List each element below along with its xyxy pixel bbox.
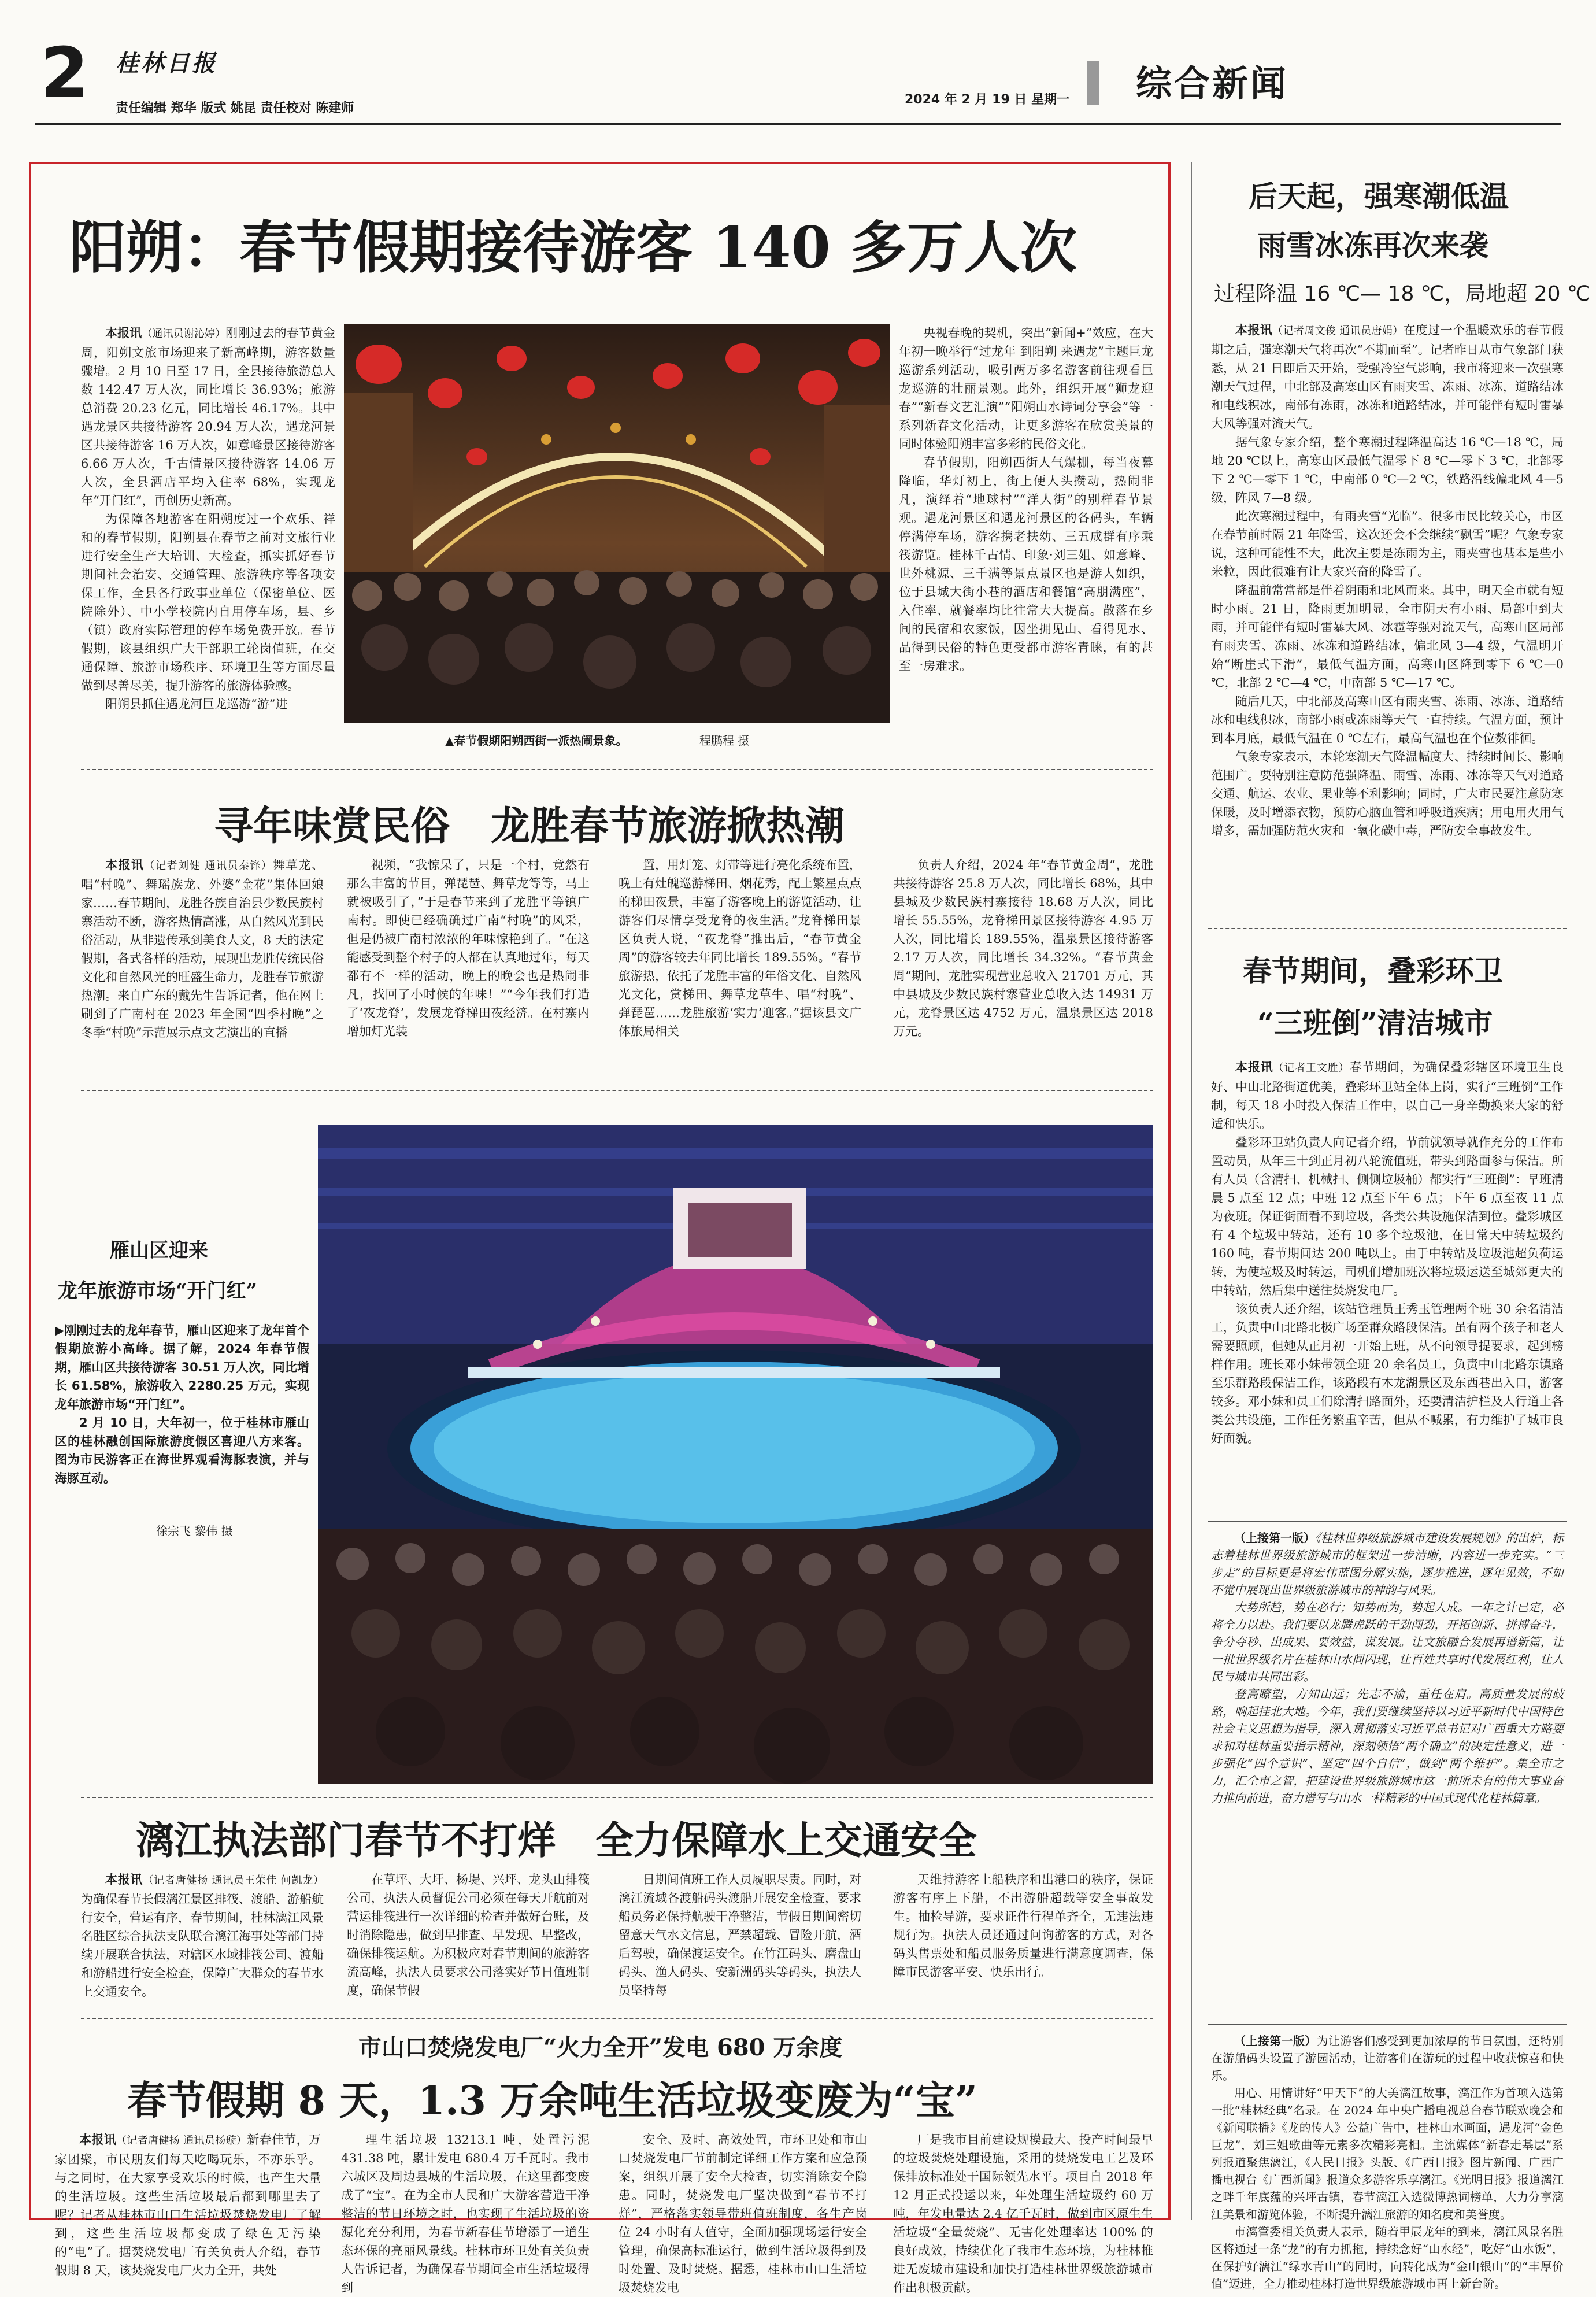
story4-column-3 [619,2130,867,2295]
right-story1-paragraph-6: 气象专家表示，本轮寒潮天气降温幅度大、持续时间长、影响范围广。要特别注意防范强降温、雨雪、冻雨、冰冻等天气对道路交通、航运、农业、果业等不利影响；同时，广大市民要注意防寒保暖，及时增添衣物，预防心脑血管和呼吸道疾病；用电用火用气增多，需加强防范火灾和一氧化碳中毒，严防安全事故发生。 [1211,750,1564,838]
right-story2-paragraph-2: 叠彩环卫站负责人向记者介绍，节前就领导就作充分的工作布置动员，从年三十到正月初八轮流值班，带头到路面参与保洁。所有人员（含清扫、机械扫、侧侧垃圾桶）都实行“三班倒”：早班清晨 5 点至 12 点；中班 12 点至下午 6 点；下午 6 点至夜 11 点为夜班。保证街面看不到垃圾，各类公共设施保洁到位。叠彩城区有 4 个垃圾中转站，还有 10 多个垃圾池，在日常天中转垃圾约 160 吨，春节期间达 200 吨以上。由于中转站及垃圾池超负荷运转，为使垃圾及时转运，司机们增加班次将垃圾运送至城郊更大的中转站，然后集中送往焚烧发电厂。 [1211,1135,1564,1297]
story3-column-2 [347,1870,590,2009]
lead-paragraph-4: 央视春晚的契机，突出“新闻+”效应，在大年初一晚举行“过龙年 到阳朔 来遇龙”主题巨龙巡游系列活动，吸引两万多名游客前往观看巨龙巡游的壮丽景观。此外，组织开展“狮龙迎春”“新春文艺汇演”“阳朔山水诗词分享会”等一系列新春文化活动，让更多游客在欣赏美景的同时体验阳朔丰富多彩的民俗文化。 [899,326,1153,451]
story2-text-1: 舞草龙、唱“村晚”、舞瑶族龙、外婆“金花”集体回娘家……春节期间，龙胜各族自治县少数民族村寨活动不断，游客热情高涨，从自然风光到民俗活动，从非遗传承到美食人文，8 天的法定假期，各式各样的活动，展现出龙胜传统民俗文化和自然风光的旺盛生命力，龙胜春节旅游热潮。来自广东的戴先生告诉记者，他在网上刷到了广南村在 2023 年全国“四季村晚”之冬季“村晚”示范展示点文艺演出的直播 [81,858,324,1040]
right-story1-byline: 本报讯 [1235,323,1273,337]
story3-text-3: 日期间值班工作人员履职尽责。同时，对漓江流域各渡船码头渡船开展安全检查，要求船员务必保持航驶干净整洁，节假日期间密切留意天气水文信息，严禁超载、冒险开航，酒后驾驶，确保渡运安全。在竹江码头、磨盘山码头、渔人码头、安新洲码头等码头，执法人员坚持每 [619,1873,861,1998]
page-number: 2 [40,34,89,114]
lead-paragraph-2: 为保障各地游客在阳朔度过一个欢乐、祥和的春节假期，阳朔县在春节之前对文旅行业进行安全生产大培训、大检查，抓实抓好春节期间社会治安、交通管理、旅游秩序等各项安保工作，全县各行政事业单位（保密单位、医院除外）、中小学校院内自用停车场，县、乡（镇）政府实际管理的停车场免费开放。春节假期，该县组织广大干部职工轮岗值班，在交通保障、旅游市场秩序、环境卫生等方面尽量做到尽善尽美，提升游客的旅游体验感。 [81,512,335,693]
editors-line: 责任编辑 郑华 版式 姚昆 责任校对 陈建师 [116,101,354,116]
right-story4-paragraph-2: 用心、用情讲好“甲天下”的大美漓江故事，漓江作为首项入选第一批“桂林经典”名录。在 2024 年中央广播电视总台春节联欢晚会和《新闻联播》《龙的传人》公益广告中，桂林山水画面，遇龙河“金色巨龙”，刘三姐歌曲等元素多次精彩亮相。主流媒体“新春走基层”系列报道聚焦漓江，《人民日报》头版、《广西日报》图片新闻、广西广播电视台《广西新闻》报道众多游客乐享漓江。《光明日报》报道漓江之畔千年底蕴的兴坪古镇，春节漓江入选微博热词榜单，大力分享漓江美景和游览体验，不断提升漓江旅游的知名度和美誉度。 [1211,2086,1564,2221]
story2-column-1 [81,856,324,1075]
right-story3-label: （上接第一版） [1234,1531,1315,1545]
story2-text-3: 置，用灯笼、灯带等进行亮化系统布置，晚上有灶魄巡游梯田、烟花秀，配上繁星点点的梯田夜景，丰富了游客晚上的游览活动，让游客们尽情享受龙脊的夜生活。”龙脊梯田景区负责人说，“夜龙脊”推出后，“春节黄金周”的游客较去年同比增长 189.55%。“春节旅游热，依托了龙胜丰富的年俗文化、自然风光文化，赏梯田、舞草龙草牛、唱“村晚”、弹琵琶……龙胜旅游‘实力’迎客。”据该县文广体旅局相关 [619,858,861,1038]
story2-column-2 [347,856,590,1075]
right-story2-byline: 本报讯 [1235,1060,1273,1074]
story3-text-1: 为确保春节长假漓江景区排筏、渡船、游船航行安全，营运有序，春节期间，桂林漓江风景名胜区综合执法支队联合漓江海事处等部门持续开展联合执法，对辖区水域排筏公司、渡船和游船进行安全检查，保障广大群众的春节水上交通安全。 [81,1892,324,1999]
right-story4-body [1211,2032,1564,2291]
story3-text-2: 在草坪、大圩、杨堤、兴坪、龙头山排筏公司，执法人员督促公司必须在每天开航前对营运排筏进行一次详细的检查并做好台账，及时消除隐患，做到早排查、早发现、早整改，确保排筏运航。为积极应对春节期间的旅游客流高峰，执法人员要求公司落实好节日值班制度，确保节假 [347,1873,590,1998]
right-story2-paragraph-1: 春节期间，为确保叠彩辖区环境卫生良好、中山北路街道优美，叠彩环卫站全体上岗，实行“三班倒”工作制，每天 18 小时投入保洁工作中，以自己一身辛勤换来大家的舒适和快乐。 [1211,1060,1564,1131]
lead-paragraph-3: 阳朔县抓住遇龙河巨龙巡游“游”进 [105,697,288,711]
yanshan-text [55,1321,309,1518]
lead-column-1 [81,324,335,763]
right-story1-paragraph-1: 在度过一个温暖欢乐的春节假期之后，强寒潮天气将再次“不期而至”。记者昨日从市气象部门获悉，从 21 日即后天开始，受强冷空气影响，我市将迎来一次强寒潮天气过程，中北部及高寒山区有雨夹雪、冻雨、冰冻，道路结冰和电线积冰，南部有冻雨，冰冻和道路结冰，并可能伴有短时雷暴大风等强对流天气。 [1211,323,1564,431]
right-story1-paragraph-5: 随后几天，中北部及高寒山区有雨夹雪、冻雨、冰冻、道路结冰和电线积冰，南部小雨或冻雨等天气一直持续。气温方面，预计到本月底，最低气温在 0 ℃左右，最高气温也在个位数徘徊。 [1211,694,1564,745]
right-story2-paragraph-3: 该负责人还介绍，该站管理员王秀玉管理两个班 30 余名清洁工，负责中山北路北极广场至群众路段保洁。虽有两个孩子和老人需要照顾，但她从正月初一开始上班，从不向领导提要求，起到榜样作用。班长邓小妹带领全班 20 余名员工，负责中山北路东镇路至乐群路段保洁工作，该路段有木龙湖景区及东西巷出入口，游客较多。邓小妹和员工们除清扫路面外，还要清洁护栏及人行道上各类公共设施，工作任务繁重辛苦，但从不喊累，有力维护了城市良好面貌。 [1211,1302,1564,1445]
story2-headline: 寻年味赏民俗 龙胜春节旅游掀热潮 [214,803,845,849]
issue-date: 2024 年 2 月 19 日 星期一 [905,93,1070,107]
yanshan-photo-dolphin-show [318,1125,1153,1784]
lead-column-2 [899,324,1153,763]
right-story1-body [1211,321,1564,922]
yanshan-paragraph-1: ▶刚刚过去的龙年春节，雁山区迎来了龙年首个假期旅游小高峰。据了解，2024 年春节假期，雁山区共接待游客 30.51 万人次，同比增长 61.58%，旅游收入 2280.25 万元，实现龙年旅游市场“开门红”。 [55,1323,309,1411]
yanshan-paragraph-2: 2 月 10 日，大年初一，位于桂林市雁山区的桂林融创国际旅游度假区喜迎八方来客。图为市民游客正在海世界观看海豚表演，并与海豚互动。 [55,1416,309,1485]
story4-text-2: 理生活垃圾 13213.1 吨，处置污泥 431.38 吨，累计发电 680.4 万千瓦时。我市六城区及周边县城的生活垃圾，在这里都变废成了“宝”。在为全市人民和广大游客营造干净整洁的节日环境之时，也实现了生活垃圾的资源化充分利用，为春节新春佳节增添了一道生态环保的亮丽风景线。桂林市环卫处有关负责人告诉记者，为确保春节期间全市生活垃圾得到 [341,2133,590,2295]
divider-1 [81,769,1153,770]
story3-byline-note: （记者唐健扬 通讯员王荣佳 何凯龙） [143,1874,324,1887]
story4-subheadline: 市山口焚烧发电厂“火力全开”发电 680 万余度 [358,2034,843,2061]
yanshan-title-2: 龙年旅游市场“开门红” [58,1279,258,1303]
story2-byline-note: （记者刘健 通讯员秦锋） [144,860,273,872]
right-story2-headline-1: 春节期间，叠彩环卫 [1243,954,1503,988]
right-story4-label: （上接第一版） [1234,2034,1317,2048]
story4-text-4: 厂是我市目前建设规模最大、投产时间最早的垃圾焚烧处理设施，采用的焚烧发电工艺及环保排放标准处于国际领先水平。项目自 2018 年 12 月正式投运以来，年处理生活垃圾约 60 万吨，年发电量达 2.4 亿千瓦时，做到市区原生生活垃圾“全量焚烧”、无害化处理率达 100% 的良好成效，持续优化了我市生态环境，为桂林推进无废城市建设和加快打造桂林世界级旅游城市作出积极贡献。 [893,2133,1153,2295]
right-story2-body [1211,1058,1564,1509]
divider-2 [81,1090,1153,1091]
story2-column-4 [893,856,1153,1075]
right-story3-paragraph-1: 《桂林世界级旅游城市建设发展规划》的出炉，标志着桂林世界级旅游城市的框架进一步清晰，内容进一步充实。“三步走”的目标更是将宏伟蓝图分解实施，逐步推进，逐年见效，不如不觉中展现出世界级旅游城市的神韵与风采。 [1211,1531,1564,1597]
lead-byline: 本报讯 [105,325,142,340]
right-story2-headline-2: “三班倒”清洁城市 [1257,1006,1493,1040]
lead-photo-caption: ▲春节假期阳朔西街一派热闹景象。 [445,734,628,748]
right-story1-headline-2: 雨雪冰冻再次来袭 [1257,228,1488,262]
lead-headline: 阳朔：春节假期接待游客 140 多万人次 [69,214,1077,281]
story3-text-4: 天维持游客上船秩序和出港口的秩序，保证游客有序上下船，不出游船超载等安全事故发生。抽检导游，要求证件行程单齐全，无违法违规行为。执法人员还通过问询游客的方式，对各码头售票处和船员服务质量进行满意度调查，保障市民游客平安、快乐出行。 [893,1873,1153,1979]
section-title: 综合新闻 [1136,62,1289,105]
story2-column-3 [619,856,861,1075]
yanshan-photo-credit: 徐宗飞 黎伟 摄 [156,1524,233,1538]
section-marker [1087,61,1099,105]
lead-headline-place: 阳朔 [69,214,183,281]
right-story1-subheadline: 过程降温 16 ℃— 18 ℃，局地超 20 ℃ [1214,282,1591,306]
right-divider-2 [1208,1521,1567,1522]
lead-photo-xijie [344,324,890,723]
story4-text-1: 新春佳节，万家团聚，市民朋友们每天吃喝玩乐，不亦乐乎。与之同时，在大家享受欢乐的时候，也产生大量的生活垃圾。这些生活垃圾最后都到哪里去了呢？记者从桂林市山口生活垃圾焚烧发电厂了解到，这些生活垃圾都变成了绿色无污染的“电”了。据焚烧发电厂有关负责人介绍，春节假期 8 天，该焚烧发电厂火力全开，共处 [55,2133,321,2277]
story4-text-3: 安全、及时、高效处置，市环卫处和市山口焚烧发电厂节前制定详细工作方案和应急预案，组织开展了安全大检查，切实消除安全隐患。同时，焚烧发电厂坚决做到“春节不打烊”，严格落实领导带班值班制度，各生产岗位 24 小时有人值守，全面加强现场运行安全管理，确保高标准运行，做到生活垃圾得到及时处置、及时焚烧。据悉，桂林市山口生活垃圾焚烧发电 [619,2133,867,2295]
right-story4-paragraph-3: 市漓管委相关负责人表示，随着甲辰龙年的到来，漓江风景名胜区将通过一条“龙”的有力抓拖，持续念好“山水经”，吃好“山水饭”，在保护好漓江“绿水青山”的同时，向转化成为“金山银山”的“丰厚价值”迈进，全力推动桂林打造世界级旅游城市再上新台阶。 [1211,2225,1564,2291]
story4-column-2 [341,2130,590,2295]
right-story1-paragraph-2: 据气象专家介绍，整个寒潮过程降温高达 16 ℃—18 ℃，局地 20 ℃以上，高寒山区最低气温零下 8 ℃—零下 3 ℃，北部零下 2 ℃—零下 1 ℃，中南部 0 ℃—2 ℃，铁路沿线偏北风 4—5 级，阵风 7—8 级。 [1211,435,1564,505]
story4-column-1 [55,2130,321,2277]
story4-byline: 本报讯 [79,2132,117,2147]
story3-headline: 漓江执法部门春节不打烊 全力保障水上交通安全 [136,1818,977,1863]
lead-headline-main: 春节假期接待游客 140 多万人次 [239,214,1077,281]
story4-headline: 春节假期 8 天，1.3 万余吨生活垃圾变废为“宝” [127,2078,977,2124]
story3-byline: 本报讯 [105,1872,143,1887]
right-story3-paragraph-2: 大势所趋，势在必行；知势而为，势起人成。一年之计已定，必将全力以赴。我们要以龙腾虎跃的干劲闯劲，开拓创新、拼搏奋斗，争分夺秒、出成果、要效益，谋发展。让文旅融合发展再谱新篇，让一批世界级名片在桂林山水间闪现，让百姓共享时代发展红利，让人民与城市共同出彩。 [1211,1600,1564,1684]
right-story1-paragraph-4: 降温前常常都是伴着阴雨和北风而来。其中，明天全市就有短时小雨。21 日，降雨更加明显，全市阴天有小雨、局部中到大雨，并可能伴有短时雷暴大风、冰雹等强对流天气，高寒山区局部有雨夹雪、冻雨、冰冻和道路结冰，偏北风 3—4 级，气温明开始“断崖式下滑”，最低气温方面，高寒山区降到零下 6 ℃—0 ℃，北部 2 ℃—4 ℃，中南部 5 ℃—17 ℃。 [1211,583,1564,690]
story3-column-4 [893,1870,1153,2009]
divider-4 [81,2018,1153,2019]
story4-column-4 [893,2130,1153,2295]
lead-byline-note: （通讯员谢沁婷） [142,328,226,340]
lead-paragraph-5: 春节假期，阳朔西街人气爆棚，每当夜幕降临，华灯初上，街上便人头攒动，热闹非凡，演绎着“地球村”“洋人街”的别样春节景观。遇龙河景区和遇龙河景区的各码头，车辆停满停车场，游客携老扶幼、三五成群有序乘筏游览。桂林千古情、印象·刘三姐、如意峰、世外桃源、三千满等景点景区也是游人如织，位于县城大街小巷的酒店和餐馆“高朋满座”，入住率、就餐率均比往常大大提高。散落在乡间的民宿和农家饭，因坐拥见山、看得见水、品得到民俗的特色更受都市游客青睐，有的甚至一房难求。 [899,456,1153,673]
right-story4-paragraph-1: 为让游客们感受到更加浓厚的节日氛围，还特别在游船码头设置了游园活动，让游客们在游玩的过程中收获惊喜和快乐。 [1211,2034,1564,2083]
lead-paragraph-1: 刚刚过去的春节黄金周，阳朔文旅市场迎来了新高峰期，游客数量骤增。2 月 10 日至 17 日，全县接待旅游总人数 142.47 万人次，同比增长 36.93%；旅游总消费 20.23 亿元，同比增长 46.17%。其中遇龙景区共接待游客 20.94 万人次，遇龙河景区共接待游客 16 万人次，如意峰景区接待游客 6.66 万人次，千古情景区接待游客 14.06 万人次，全县酒店平均入住率 68%，实现龙年“开门红”，再创历史新高。 [81,326,336,508]
paper-name: 桂林日报 [116,50,217,77]
story3-column-3 [619,1870,861,2009]
right-story1-paragraph-3: 此次寒潮过程中，有雨夹雪“光临”。很多市民比较关心，市区在春节前时隔 21 年降雪，这次还会不会继续“飘雪”呢？气象专家说，这种可能性不大，此次主要是冻雨为主，雨夹雪也基本是些小米粒，因此很难有让大家兴奋的降雪了。 [1211,509,1564,579]
story2-text-2: 视频，“我惊呆了，只是一个村，竟然有那么丰富的节目，弹琵琶、舞草龙等等，马上就被吸引了，”于是春节来到了龙胜平等镇广南村。即使已经确确过广南“村晚”的风采，但是仍被广南村浓浓的年味惊艳到了。“在这能感受到整个村子的人都在认真地过年，每天都有不一样的活动，晚上的晚会也是热闹非凡，找回了小时候的年味！”“今年我们打造了‘夜龙脊’，发展龙脊梯田夜经济。在村寨内增加灯光装 [347,858,590,1038]
story2-text-4: 负责人介绍，2024 年“春节黄金周”，龙胜共接待游客 25.8 万人次，同比增长 68%，其中县城及少数民族村寨接待 18.68 万人次，同比增长 55.55%，龙脊梯田景区接待游客 4.95 万人次，同比增长 189.55%，温泉景区接待游客 2.17 万人次，同比增长 34.32%。“春节黄金周”期间，龙胜实现营业总收入 21701 万元，其中县城及少数民族村寨营业总收入达 14931 万元，龙脊景区达 4752 万元，温泉景区达 2018 万元。 [893,858,1153,1038]
right-story3-paragraph-3: 登高瞭望，方知山远；先志不渝，重任在肩。高质量发展的歧路，响起挂北大地。今年，我们要继续坚持以习近平新时代中国特色社会主义思想为指导，深入贯彻落实习近平总书记对广西重大方略要求和对桂林重要指示精神，深刻领悟“两个确立”的决定性意义，进一步强化“四个意识”、坚定“四个自信”，做到“两个维护”。集全市之力，汇全市之智，把建设世界级旅游城市这一前所未有的伟大事业奋力推向前进，奋力谱写与山水一样精彩的中国式现代化桂林篇章。 [1211,1687,1564,1805]
yanshan-title-1: 雁山区迎来 [110,1239,208,1262]
right-story3-body [1211,1529,1564,2015]
right-divider-1 [1208,928,1567,929]
masthead-rule [35,123,1561,125]
lead-photo-credit: 程鹏程 摄 [699,734,750,748]
right-story1-byline-note: （记者周文俊 通讯员唐娟） [1272,325,1404,337]
story4-byline-note: （记者唐健扬 通讯员杨璇） [116,2135,247,2147]
story2-byline: 本报讯 [105,857,145,872]
right-column-rule [1191,162,1192,2220]
right-story2-byline-note: （记者王文胜） [1273,1062,1350,1074]
right-story1-headline-1: 后天起，强寒潮低温 [1249,179,1509,213]
story3-column-1 [81,1870,324,2009]
divider-3 [81,1797,1153,1798]
right-divider-3 [1208,2024,1567,2025]
